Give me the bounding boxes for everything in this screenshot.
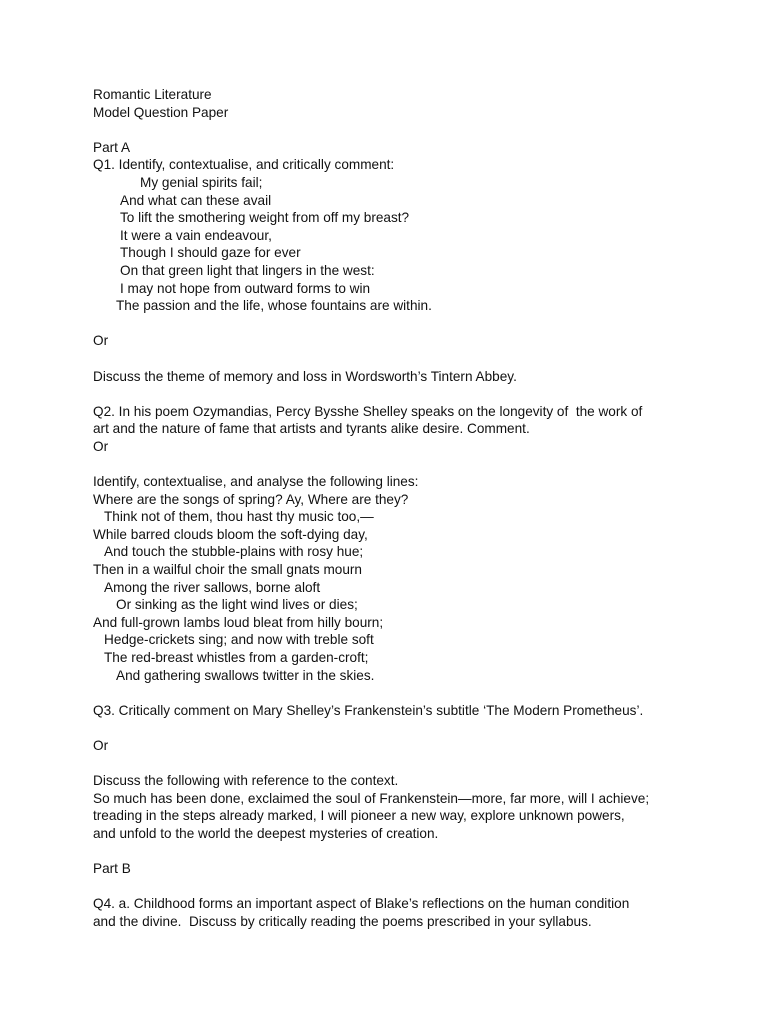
spacer — [93, 385, 713, 403]
q4-prompt-line: and the divine. Discuss by critically reading the poems prescribed in your syllabus. — [93, 913, 592, 929]
q1-verse-line: It were a vain endeavour, — [120, 227, 272, 243]
q3-passage-line: So much has been done, exclaimed the soul of Frankenstein—more, far more, will I achieve; — [93, 790, 650, 806]
spacer — [93, 684, 713, 702]
question-paper — [93, 86, 713, 931]
q2-verse-line: Or sinking as the light wind lives or dies; — [116, 597, 358, 613]
spacer — [93, 121, 713, 139]
q1-or: Or — [93, 333, 109, 349]
spacer — [93, 315, 713, 333]
q1-verse-line: On that green light that lingers in the west: — [120, 262, 375, 278]
q1-prompt: Q1. Identify, contextualise, and critically comment: — [93, 157, 395, 173]
spacer — [93, 878, 713, 896]
spacer — [93, 719, 713, 737]
q2-verse-line: Where are the songs of spring? Ay, Where are they? — [93, 491, 409, 507]
q1-alternative: Discuss the theme of memory and loss in Wordsworth’s Tintern Abbey. — [93, 368, 517, 384]
spacer — [93, 350, 713, 368]
course-title: Romantic Literature — [93, 87, 212, 102]
q2-verse-line: And touch the stubble-plains with rosy hue; — [104, 544, 364, 560]
q2-verse-line: And gathering swallows twitter in the skies. — [116, 667, 375, 683]
q2-verse-line: Among the river sallows, borne aloft — [104, 579, 321, 595]
q2-alt-prompt: Identify, contextualise, and analyse the following lines: — [93, 474, 419, 490]
q2-verse-line: Then in a wailful choir the small gnats mourn — [93, 562, 362, 578]
q1-verse-line: The passion and the life, whose fountains are within. — [116, 298, 432, 314]
q2-verse-line: Hedge-crickets sing; and now with treble soft — [104, 632, 374, 648]
q2-or: Or — [93, 438, 109, 454]
q3-prompt: Q3. Critically comment on Mary Shelley’s Frankenstein’s subtitle ‘The Modern Prometheus’. — [93, 702, 644, 718]
q2-prompt-line: art and the nature of fame that artists and tyrants alike desire. Comment. — [93, 421, 530, 437]
part-b-heading: Part B — [93, 861, 131, 877]
q1-verse-line: To lift the smothering weight from off my breast? — [120, 210, 410, 226]
paper-title: Model Question Paper — [93, 104, 229, 120]
spacer — [93, 843, 713, 861]
spacer — [93, 755, 713, 773]
q1-verse-line: My genial spirits fail; — [140, 174, 263, 190]
q2-verse-line: While barred clouds bloom the soft-dying day, — [93, 526, 368, 542]
q2-prompt-line: Q2. In his poem Ozymandias, Percy Bysshe Shelley speaks on the longevity of the work of — [93, 403, 643, 419]
q3-passage-line: and unfold to the world the deepest mysteries of creation. — [93, 825, 439, 841]
spacer — [93, 455, 713, 473]
q1-verse-line: And what can these avail — [120, 192, 272, 208]
q2-verse-line: And full-grown lambs loud bleat from hilly bourn; — [93, 614, 384, 630]
q1-verse-line: Though I should gaze for ever — [120, 245, 301, 261]
q4-prompt-line: Q4. a. Childhood forms an important aspect of Blake’s reflections on the human condition — [93, 896, 630, 912]
q3-passage-line: treading in the steps already marked, I will pioneer a new way, explore unknown powers, — [93, 808, 625, 824]
q2-verse-line: Think not of them, thou hast thy music too,— — [104, 509, 374, 525]
q2-verse-line: The red-breast whistles from a garden-croft; — [104, 650, 369, 665]
q3-or: Or — [93, 737, 109, 753]
q3-alt-prompt: Discuss the following with reference to the context. — [93, 773, 399, 789]
q1-verse-line: I may not hope from outward forms to win — [120, 280, 371, 296]
part-a-heading: Part A — [93, 139, 131, 155]
